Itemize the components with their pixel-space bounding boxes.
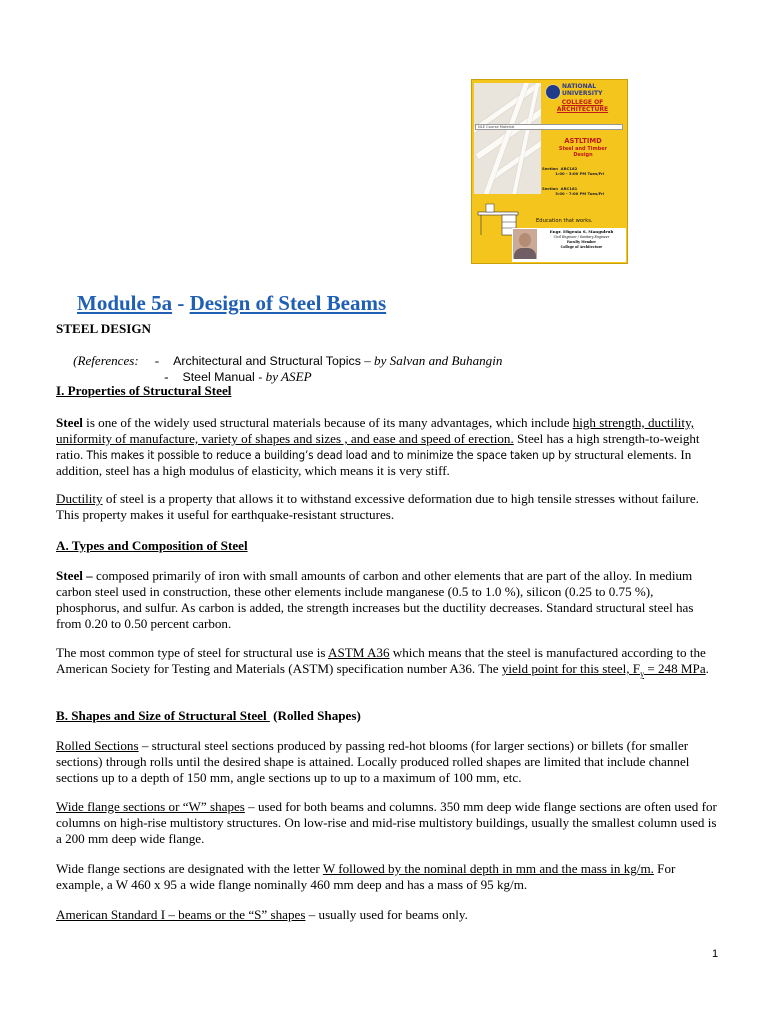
paragraph-steel-advantages: Steel is one of the widely used structural materials because of its many advantages, which include high strength, ductility, uniformity of manufacture, variety of shapes and sizes , and ease and speed of erection. Steel has a high strength-to-weight ratio. This makes it possible to reduce a building’s dead load and to minimize the space taken up by structural elements. In addition, steel has a high modulus of elasticity, which means it is very stiff. <box>56 415 700 478</box>
section-heading-shapes: B. Shapes and Size of Structural Steel (Rolled Shapes) <box>56 708 361 723</box>
paragraph-astm-a36: The most common type of steel for structural use is ASTM A36 which means that the steel is manufactured according to the American Society for Testing and Materials (ASTM) specification number A36. The yield point for this steel, $F_y = 248$ MPa. <box>56 645 709 679</box>
cover-college-name: COLLEGE OF ARCHITECTURE <box>556 99 609 113</box>
paragraph-wide-flange: Wide flange sections or “W” shapes – used for both beams and columns. 350 mm deep wide flange sections are often used for columns on high-rise multistory structures. On low-rise and mid-rise multistory buildings, usually the smallest column used is a 200 mm deep wide flange. <box>56 799 717 846</box>
cover-course-title: Steel and Timber Design <box>558 146 608 158</box>
steel-design-heading: STEEL DESIGN <box>56 321 151 336</box>
paragraph-steel-composition: Steel – composed primarily of iron with small amounts of carbon and other elements that are part of the alloy. In medium carbon steel used in construction, these other elements include manganese (0.5 to 1.0 %), silicon (0.25 to 0.75 %), phosphorus, and sulfur. As carbon is added, the strength increases but the ductility decreases. Standard structural steel has from 0.20 to 0.50 percent carbon. <box>56 568 694 631</box>
module-title-separator: - <box>172 291 190 315</box>
paragraph-w-designation: Wide flange sections are designated with the letter W followed by the nominal depth in mm and the mass in kg/m. For example, a W 460 x 95 a wide flange nominally 460 mm deep and has a mass of 95 kg/m. <box>56 861 676 892</box>
faculty-avatar <box>513 229 537 259</box>
paragraph-s-shapes: American Standard I – beams or the “S” shapes – usually used for beams only. <box>56 907 468 922</box>
section-heading-types: A. Types and Composition of Steel <box>56 538 248 553</box>
page-number: 1 <box>712 948 719 960</box>
references-label: (References: <box>73 353 139 368</box>
paragraph-rolled-sections: Rolled Sections – structural steel sections produced by passing red-hot blooms (for larger sections) or billets (for smaller sections) through rolls until the desired shape is attained. Locally produced rolled shapes are limited that include channel sections up to a depth of 150 mm, angle sections up to up to a maximum of 100 mm, etc. <box>56 738 690 785</box>
reference-line-1: (References: - Architectural and Structural Topics – by Salvan and Buhangin <box>73 353 503 368</box>
cover-link-text: NLE Course Material <box>478 125 515 129</box>
cover-faculty-name: Engr. Efigenia S. Mangulrub <box>549 229 614 234</box>
cover-faculty-dept: College of Architecture <box>560 245 603 249</box>
cover-university-name: NATIONAL UNIVERSITY <box>562 83 603 97</box>
reference-2-title: Steel Manual - <box>182 370 263 384</box>
course-cover-image <box>471 79 628 264</box>
university-seal-icon <box>545 84 561 100</box>
section-heading-properties: I. Properties of Structural Steel <box>56 383 232 398</box>
cover-section-2: Section ARC181 3:00 - 7:00 PM Tues/Fri <box>542 186 605 196</box>
reference-1-author: – by Salvan and Buhangin <box>364 353 503 368</box>
cover-section-1: Section ARC182 1:00 - 3:00 PM Tues/Fri <box>542 166 605 176</box>
reference-2-author: by ASEP <box>265 369 312 384</box>
cover-ceiling-photo <box>474 83 541 194</box>
module-title-link[interactable]: Design of Steel Beams <box>189 291 387 315</box>
reference-line-2: - Steel Manual - by ASEP <box>164 369 312 384</box>
module-prefix-link[interactable]: Module 5a <box>77 291 173 315</box>
cover-tagline: Education that works. <box>536 218 593 224</box>
reference-1-title: Architectural and Structural Topics <box>173 354 361 368</box>
cover-faculty-title: Faculty Member <box>567 240 596 244</box>
cover-faculty-role: Civil Engineer / Sanitary Engineer <box>553 235 610 239</box>
cover-course-code: ASTLTIMD <box>564 137 602 145</box>
paragraph-ductility: Ductility of steel is a property that allows it to withstand excessive deformation due to high tensile stresses without failure. This property makes it useful for earthquake-resistant structures. <box>56 491 699 522</box>
